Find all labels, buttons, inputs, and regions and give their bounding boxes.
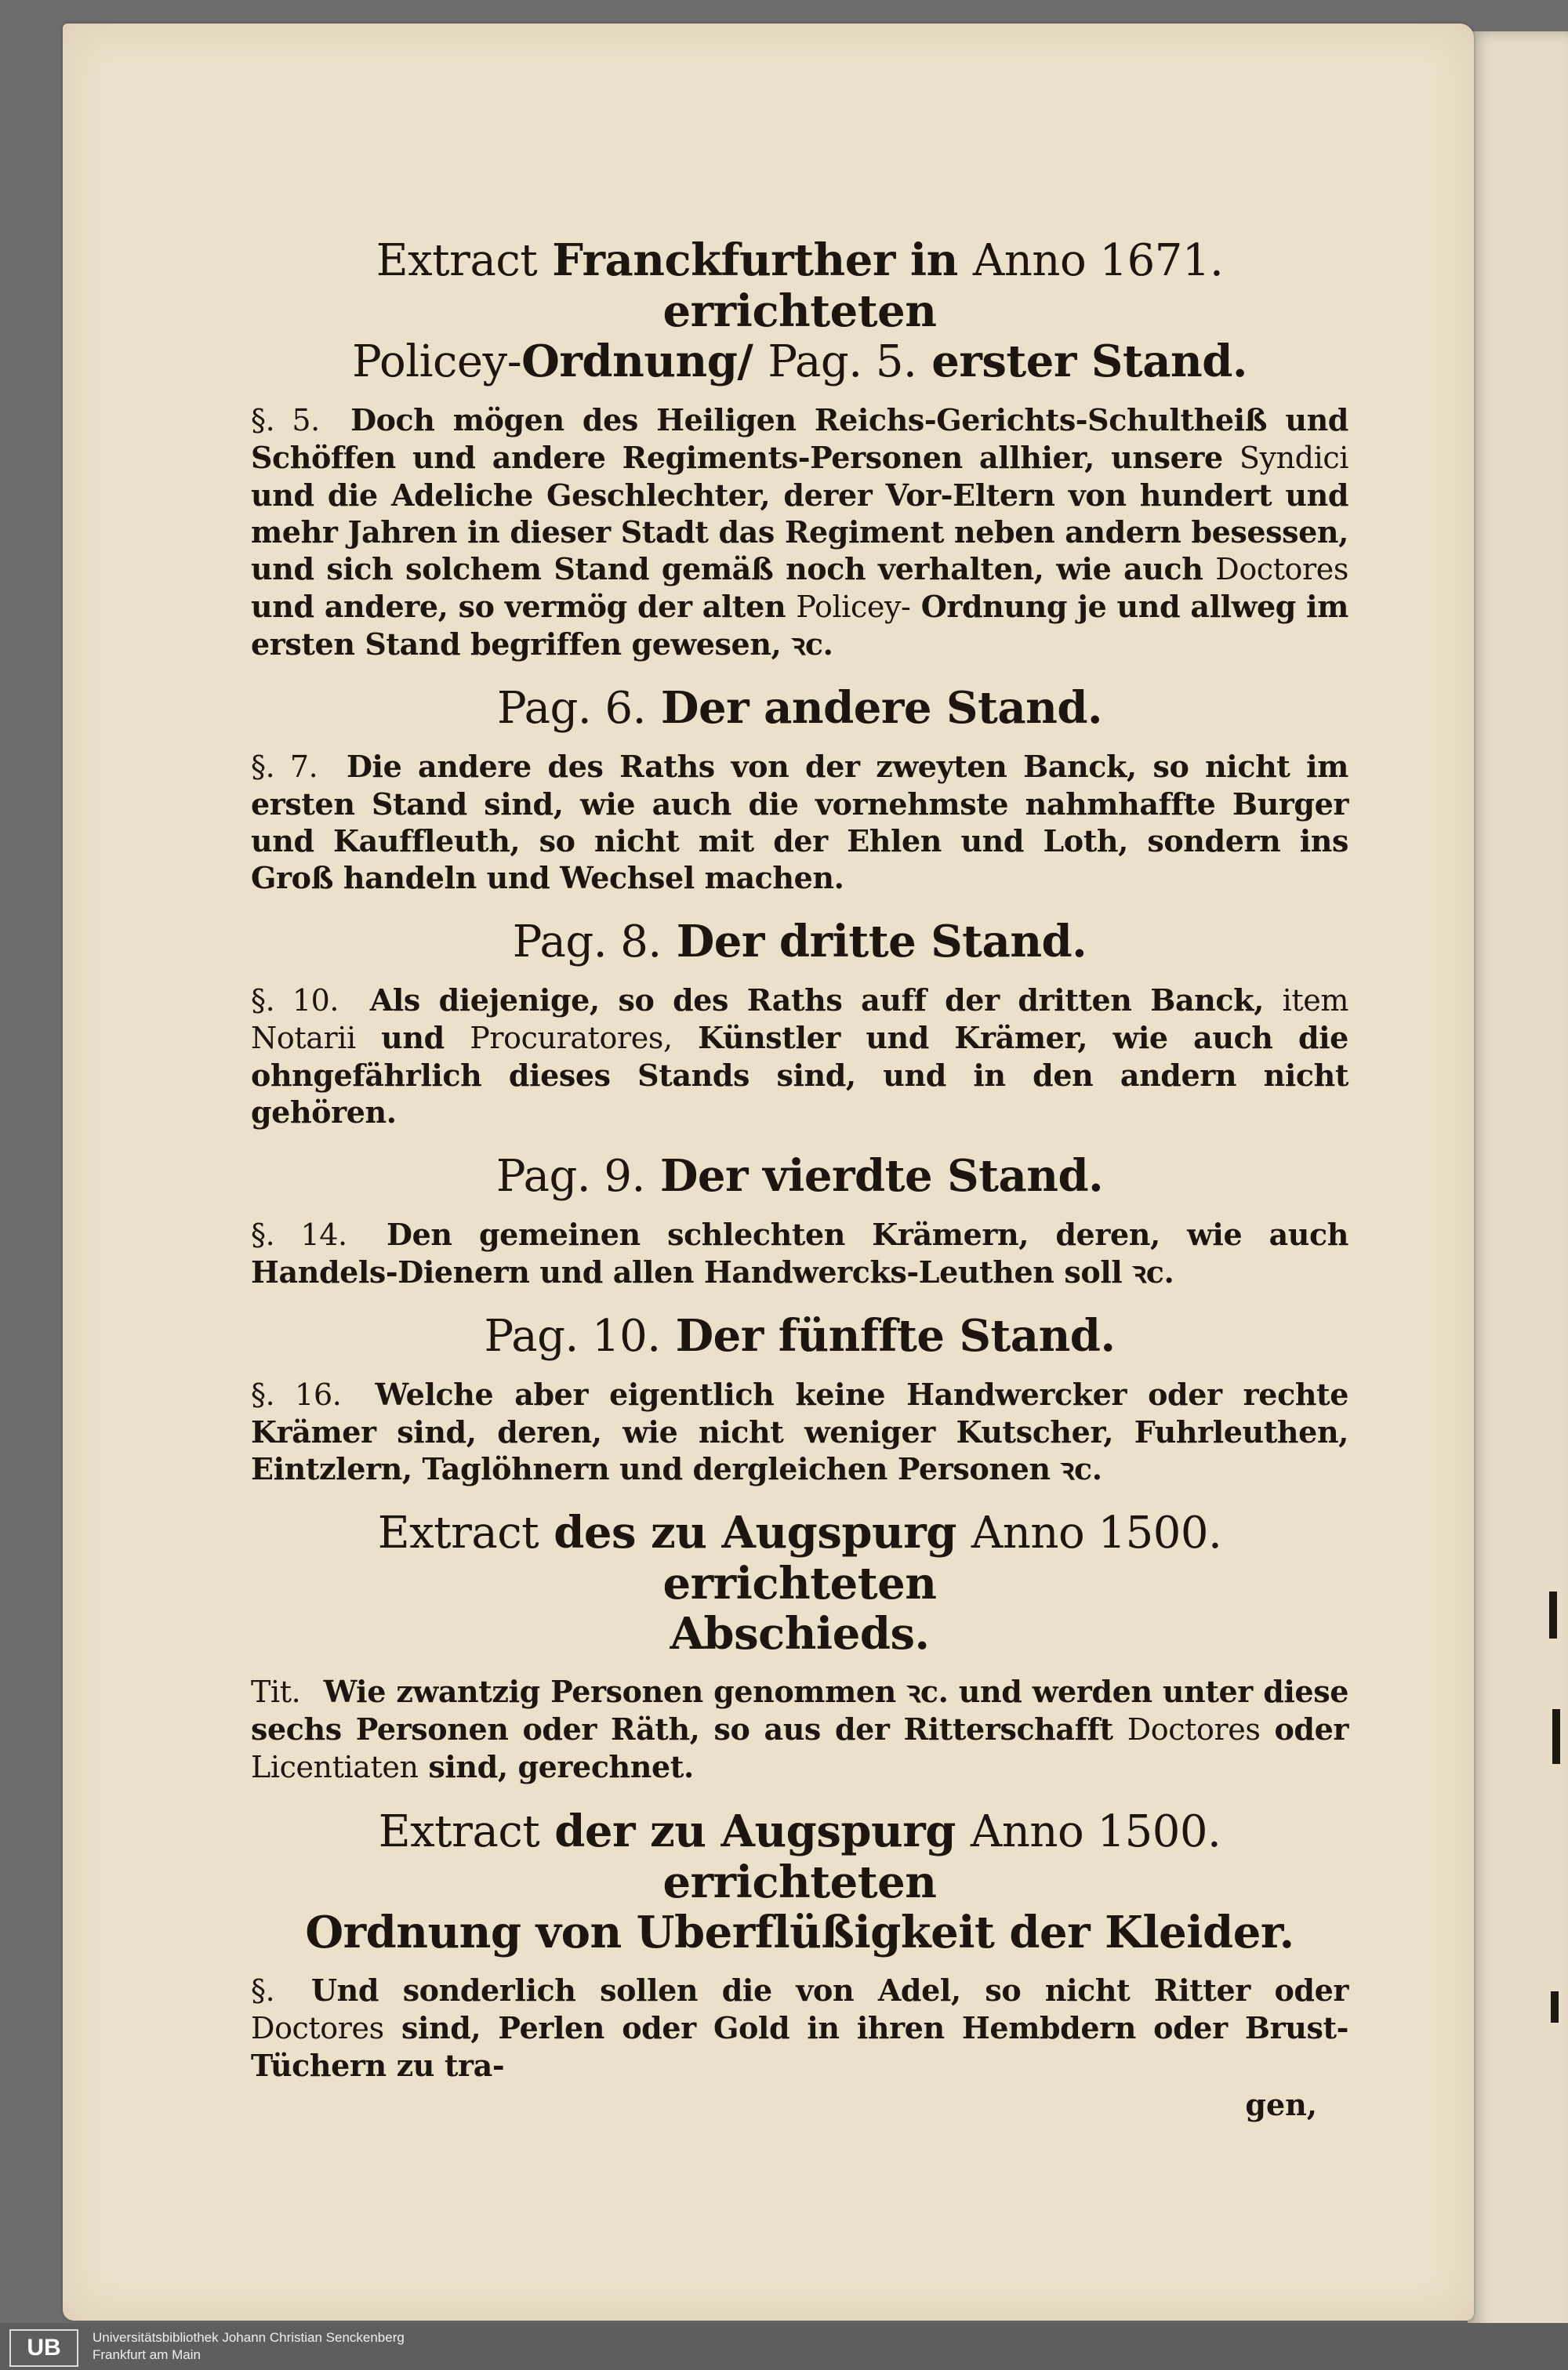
paragraph-latin-text: Procuratores, [470,1021,673,1055]
paragraph-text: Doch mögen des Heiligen Reichs-Gerichts-Schultheiß und Schöffen und andere Regiments-Personen allhier, unsere [251,402,1348,475]
section-number: §. 14. [251,1218,347,1252]
paragraph-text: Die andere des Raths von der zweyten Banck, so nicht im ersten Stand sind, wie auch die vornehmste nahmhaffte Burger und Kauffleuth, so nicht mit der Ehlen und Loth, sondern ins Groß handeln und Wechsel machen. [251,749,1348,895]
heading-der-fuenffte-stand [251,1311,1348,1362]
heading-text: Der vierdte Stand. [659,1150,1104,1202]
heading-der-dritte-stand [251,916,1348,967]
heading-line [251,235,1348,336]
heading-line: Ordnung von Uberflüßigkeit der Kleider. [305,1907,1294,1958]
paragraph-text: oder [1274,1711,1348,1747]
paragraph-text: sind, gerechnet. [428,1749,694,1784]
library-attribution [93,2329,405,2364]
heading-text: des zu Augspurg [554,1507,956,1559]
paragraph-latin-text: Licentiaten [251,1750,419,1784]
paragraph-section-10 [251,982,1348,1131]
heading-latin-text: Anno 1500. [971,1508,1222,1559]
paragraph-text: Und sonderlich sollen die von Adel, so nicht Ritter oder [310,1973,1348,2008]
paragraph-section-5 [251,401,1348,662]
heading-line [251,336,1348,387]
library-footer [0,2323,1568,2370]
paragraph-text: Als diejenige, so des Raths auff der dritten Banck, [369,982,1264,1018]
paragraph-latin-text: item Notarii [251,983,1348,1055]
library-logo: UB [9,2329,78,2367]
paragraph-section-16 [251,1376,1348,1487]
section-number: §. 10. [251,983,339,1018]
library-city: Frankfurt am Main [93,2347,201,2362]
heading-der-vierdte-stand [251,1151,1348,1202]
paragraph-text: sind, Perlen oder Gold in ihren Hembdern oder Brust-Tüchern zu tra- [251,2010,1348,2083]
paragraph-section-14 [251,1216,1348,1290]
heading-extract-augspurg-kleider [251,1806,1348,1958]
facing-page-edge [1468,31,1568,2352]
section-number: §. 7. [251,749,318,784]
paragraph-latin-text: Syndici [1239,441,1348,475]
heading-latin-text: Policey- [352,336,522,387]
heading-line [251,1806,1348,1907]
heading-extract-augspurg-abschieds [251,1508,1348,1659]
paragraph-latin-text: Policey- [796,590,911,624]
heading-extract-franckfurt [251,235,1348,387]
section-number: §. 16. [251,1377,342,1412]
heading-der-andere-stand [251,683,1348,734]
heading-latin-text: Extract [378,1806,540,1857]
paragraph-text: Den gemeinen schlechten Krämern, deren, wie auch Handels-Dienern und allen Handwercks-Leuthen soll ꝛc. [251,1217,1348,1290]
heading-text: Ordnung/ [521,336,753,387]
heading-latin-text: Anno 1500. [970,1806,1221,1857]
heading-text: Der fünffte Stand. [675,1310,1116,1362]
facing-page-ink-mark [1549,1591,1557,1639]
heading-text: errichteten [662,1856,937,1908]
library-name: Universitätsbibliothek Johann Christian Senckenberg [93,2330,405,2345]
paragraph-latin-text: Doctores [1127,1712,1261,1747]
facing-page-ink-mark [1551,1991,1559,2023]
page-reference: Pag. 8. [512,916,662,967]
paragraph-text: Ordnung je und allweg im ersten Stand begriffen gewesen, ꝛc. [251,589,1348,662]
paragraph-text: Welche aber eigentlich keine Handwercker oder rechte Krämer sind, deren, wie nicht weniger Kutscher, Fuhrleuthen, Eintzlern, Taglöhnern und dergleichen Personen ꝛc. [251,1377,1348,1486]
heading-text: errichteten [662,1558,937,1610]
paragraph-tit [251,1673,1348,1786]
paragraph-latin-text: Doctores [251,2011,384,2045]
facing-page-ink-mark [1552,1709,1560,1764]
heading-latin-text: Anno 1671. [972,235,1224,286]
heading-text: Der dritte Stand. [676,916,1087,967]
section-number: §. 5. [251,403,320,437]
paragraph-text: Künstler und Krämer, wie auch die ohngefährlich dieses Stands sind, und in den andern nicht gehören. [251,1020,1348,1130]
heading-latin-text: Extract [377,1508,539,1559]
paragraph-section-7 [251,748,1348,896]
section-number: §. [251,1973,275,2008]
paragraph-text: Wie zwantzig Personen genommen ꝛc. und werden unter diese sechs Personen oder Räth, so aus der Ritterschafft [251,1674,1348,1747]
catchword: gen, [1245,2087,1317,2122]
page-reference: Pag. 9. [495,1151,645,1202]
heading-latin-text: Extract [376,235,538,286]
heading-text: Der andere Stand. [660,682,1102,734]
heading-line [251,1508,1348,1609]
page-reference: Pag. 6. [496,683,646,734]
section-number: Tit. [251,1675,301,1709]
heading-latin-text: Pag. 5. [768,336,917,387]
heading-text: errichteten [662,285,937,337]
heading-text: der zu Augspurg [554,1806,956,1857]
page-reference: Pag. 10. [484,1311,661,1362]
page-text [251,235,1348,2122]
paragraph-kleider [251,1972,1348,2084]
paragraph-text: und andere, so vermög der alten [251,589,786,624]
paragraph-text: und [381,1020,445,1055]
paragraph-text: und die Adeliche Geschlechter, derer Vor-Eltern von hundert und mehr Jahren in dieser Stadt das Regiment neben andern besessen, und sich solchem Stand gemäß noch verhalten, wie auch [251,477,1348,586]
heading-line: Abschieds. [670,1608,930,1660]
heading-text: erster Stand. [931,336,1247,387]
paragraph-latin-text: Doctores [1215,552,1348,586]
heading-text: Franckfurther in [552,234,958,286]
